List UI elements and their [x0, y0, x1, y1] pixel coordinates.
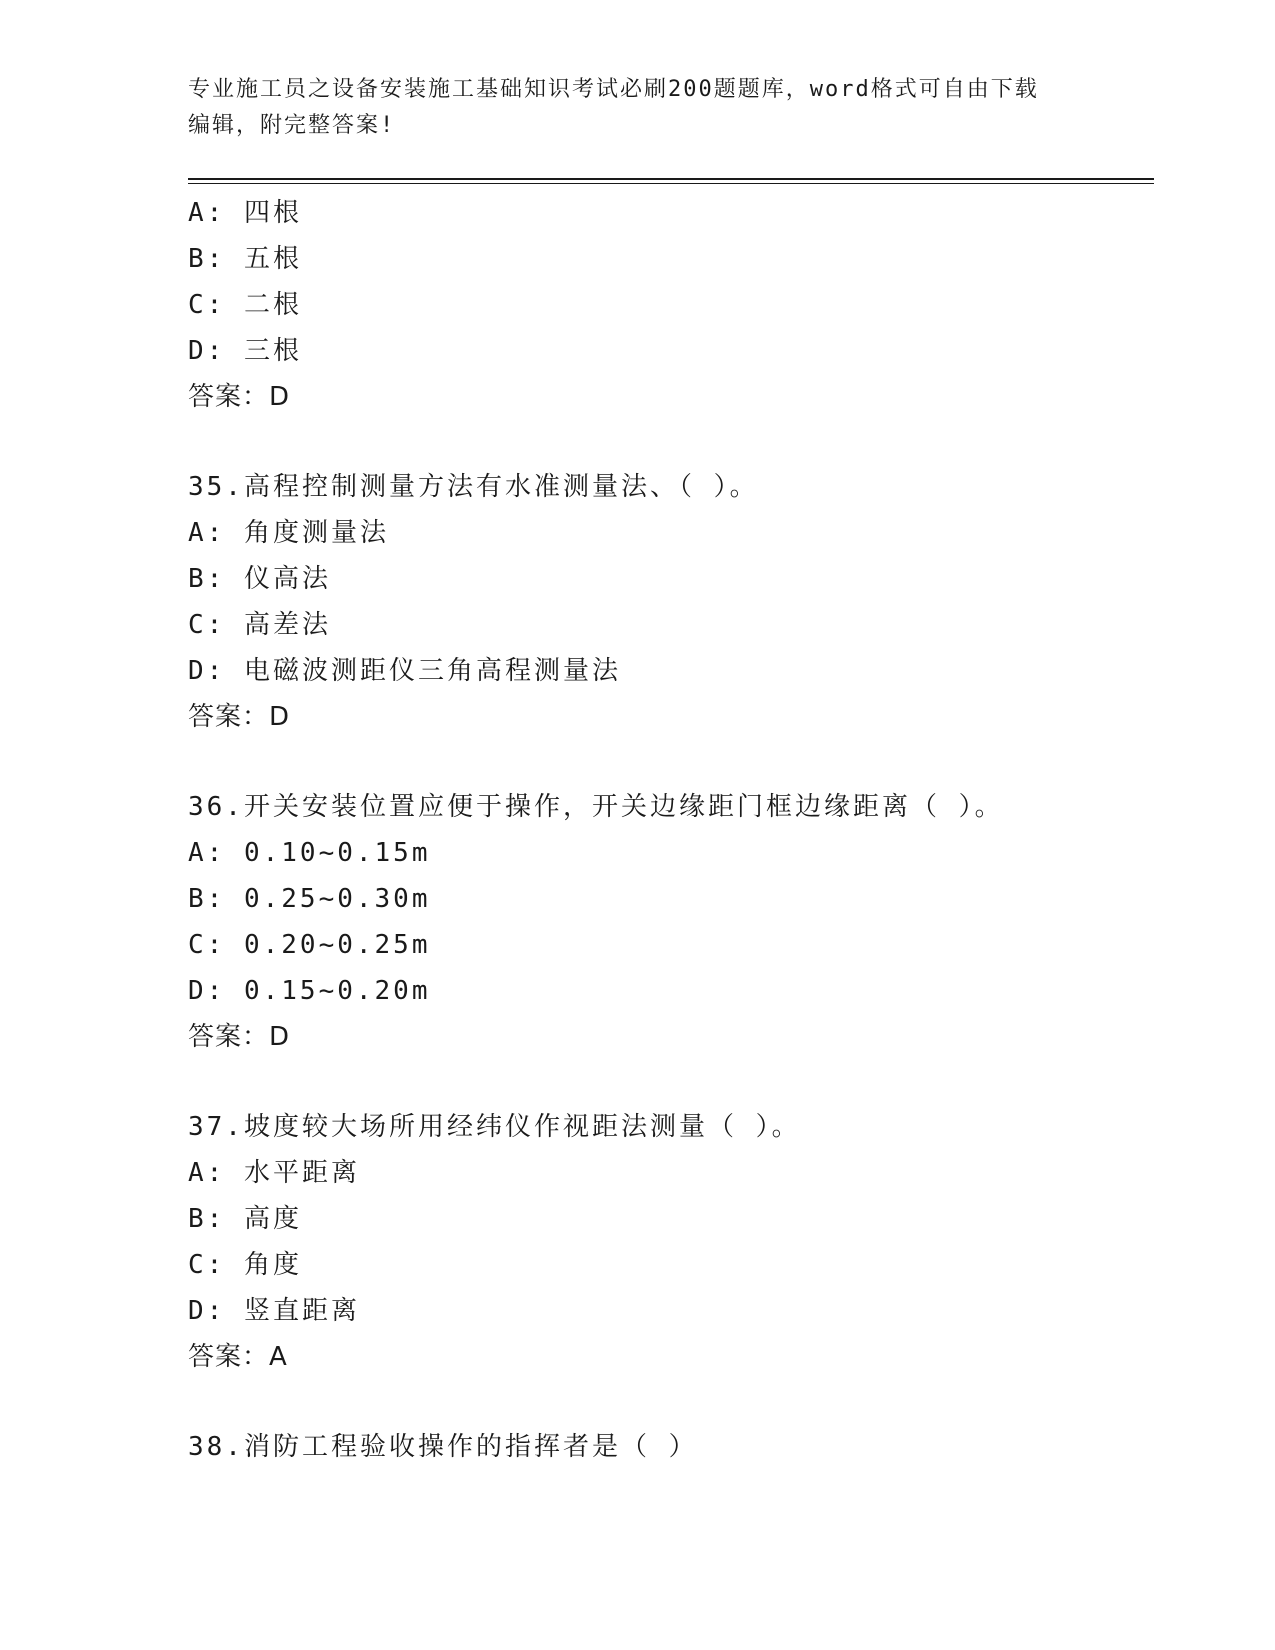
spacer	[188, 740, 1154, 784]
answer-line: 答案：D	[188, 382, 291, 412]
option-a: A: 角度测量法	[188, 518, 389, 548]
option-c: C: 高差法	[188, 610, 331, 640]
question-text: 38.消防工程验收操作的指挥者是（ ）	[188, 1432, 698, 1462]
option-c: C: 0.20~0.25m	[188, 930, 431, 960]
option-d: D: 0.15~0.20m	[188, 976, 431, 1006]
question-36	[188, 784, 1154, 1060]
option-c: C: 角度	[188, 1250, 302, 1280]
question-list	[188, 190, 1154, 1470]
header-title-line-2: 编辑，附完整答案!	[188, 113, 396, 138]
answer-line: 答案：D	[188, 1022, 291, 1052]
question-text: 36.开关安装位置应便于操作，开关边缘距门框边缘距离（ ）。	[188, 792, 1004, 822]
header-divider-thick	[188, 178, 1154, 180]
spacer	[188, 1380, 1154, 1424]
question-35	[188, 464, 1154, 740]
question-text: 37.坡度较大场所用经纬仪作视距法测量（ ）。	[188, 1112, 801, 1142]
option-a: A: 水平距离	[188, 1158, 360, 1188]
option-b: B: 五根	[188, 244, 302, 274]
option-b: B: 高度	[188, 1204, 302, 1234]
answer-line: 答案：D	[188, 702, 291, 732]
option-b: B: 0.25~0.30m	[188, 884, 431, 914]
spacer	[188, 420, 1154, 464]
header-title-line-1: 专业施工员之设备安装施工基础知识考试必刷200题题库，word格式可自由下载	[188, 77, 1039, 102]
option-c: C: 二根	[188, 290, 302, 320]
question-34-continued	[188, 190, 1154, 420]
option-a: A: 0.10~0.15m	[188, 838, 431, 868]
question-37	[188, 1104, 1154, 1380]
option-a: A: 四根	[188, 198, 302, 228]
document-header	[188, 72, 1088, 144]
question-38	[188, 1424, 1154, 1470]
option-d: D: 竖直距离	[188, 1296, 360, 1326]
option-b: B: 仪高法	[188, 564, 331, 594]
question-text: 35.高程控制测量方法有水准测量法、（ ）。	[188, 472, 759, 502]
spacer	[188, 1060, 1154, 1104]
option-d: D: 三根	[188, 336, 302, 366]
option-d: D: 电磁波测距仪三角高程测量法	[188, 656, 621, 686]
answer-line: 答案：A	[188, 1342, 288, 1372]
header-divider-thin	[188, 183, 1154, 184]
